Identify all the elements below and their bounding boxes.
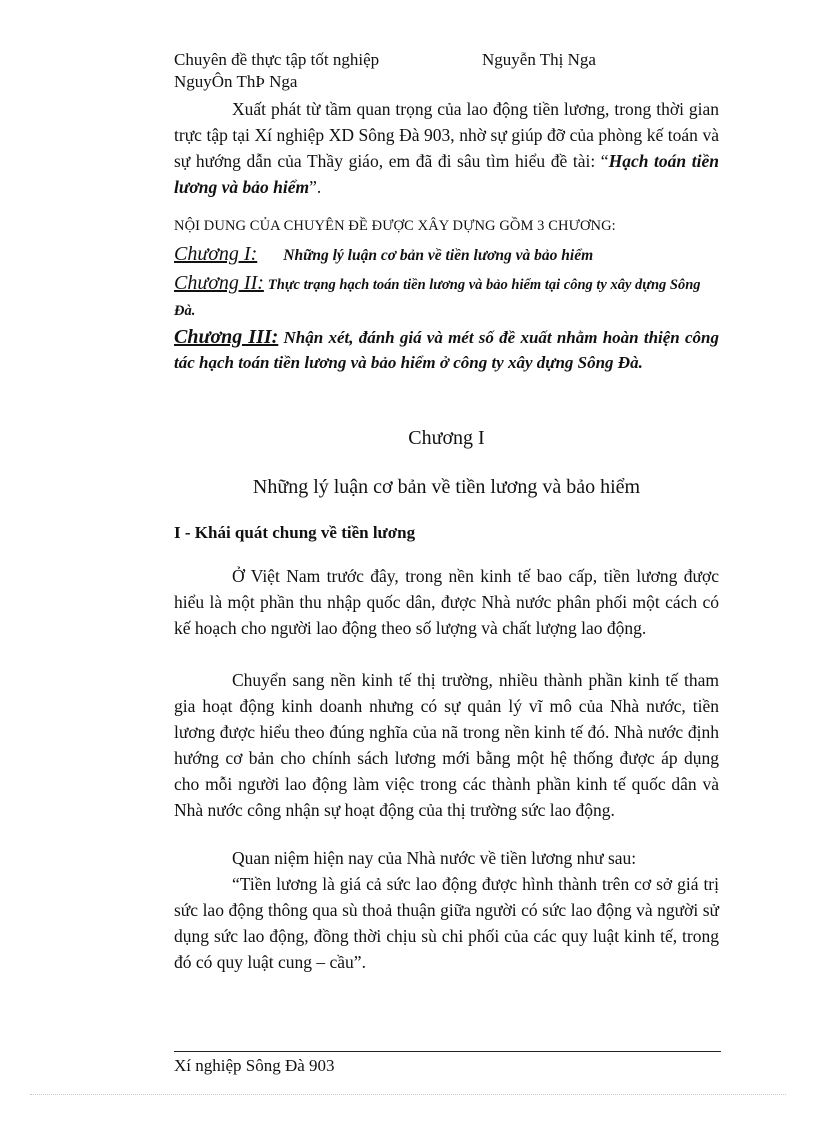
intro-text-after: ”. [309, 177, 322, 197]
chapter-title: Nhận xét, đánh giá và mét số đề xuất nhằm hoàn thiện công tác hạch toán tiền lương và bảo hiểm ở công ty xây dựng Sông Đà. [174, 328, 719, 372]
chapter-label: Chương I: [174, 243, 258, 265]
body-paragraph-1: Ở Việt Nam trước đây, trong nền kinh tế bao cấp, tiền lương được hiểu là một phần thu nhập quốc dân, được Nhà nước phân phối một cách có kế hoạch cho người lao động theo số lượng và chất lượng lao động. [174, 566, 719, 638]
footer-rule [174, 1051, 721, 1052]
chapter-label: Chương II: [174, 272, 264, 294]
chapter-title: Thực trạng hạch toán tiền lương và bảo hiểm tại công ty xây dựng Sông Đà. [174, 277, 701, 319]
body-paragraph-4: “Tiền lương là giá cả sức lao động được hình thành trên cơ sở giá trị sức lao động thông qua sù thoả thuận giữa người có sức lao động và người sử dụng sức lao động, đồng thời chịu sù chi phối của các quy luật kinh tế, trong đó có quy luật cung – cầu”. [174, 874, 719, 972]
chapter-entry-3 [174, 325, 719, 375]
section-heading: I - Khái quát chung về tiền lương [174, 523, 416, 542]
chapter-entry-3-text [174, 325, 719, 375]
chapter-entry-2 [174, 271, 719, 324]
header-author: Nguyễn Thị Nga [482, 50, 596, 69]
intro-paragraph [174, 96, 719, 200]
chapter-title: Những lý luận cơ bản về tiền lương và bảo hiểm [283, 247, 594, 264]
chapter-label: Chương III: [174, 326, 279, 348]
intro-text-before: Xuất phát từ tầm quan trọng của lao động tiền lương, trong thời gian trực tập tại Xí nghiệp XD Sông Đà 903, nhờ sự giúp đỡ của phòng kế toán và sự hướng dẫn của Thầy giáo, em đã đi sâu tìm hiểu đề tài: “ [174, 99, 719, 171]
chapter-entry-1 [174, 242, 719, 268]
chapter-heading: Chương I [408, 427, 485, 449]
page-bottom-edge [30, 1094, 786, 1095]
body-paragraph-3: Quan niệm hiện nay của Nhà nước về tiền lương như sau: [232, 848, 637, 868]
header-author-encoded: NguyÔn ThÞ Nga [174, 72, 298, 91]
body-paragraph-2: Chuyển sang nền kinh tế thị trường, nhiều thành phần kinh tế tham gia hoạt động kinh doanh nhưng có sự quản lý vĩ mô của Nhà nước, tiền lương được hiểu theo đúng nghĩa của nã trong nền kinh tế đó. Nhà nước định hướng cơ bản cho chính sách lương mới bằng một hệ thống được áp dụng cho mỗi người lao động làm việc trong các thành phần kinh tế quốc dân và Nhà nước công nhận sự hoạt động của thị trường sức lao động. [174, 670, 719, 820]
chapter-subtitle: Những lý luận cơ bản về tiền lương và bảo hiểm [252, 476, 641, 498]
header-left: Chuyên đề thực tập tốt nghiệp [174, 50, 380, 69]
content-summary-heading: NỘI DUNG CỦA CHUYÊN ĐỀ ĐƯỢC XÂY DỰNG GỒM 3 CHƯƠNG: [174, 218, 616, 234]
footer-text: Xí nghiệp Sông Đà 903 [174, 1056, 335, 1075]
intro-topic: Hạch toán tiền lương và bảo hiểm [174, 151, 719, 197]
